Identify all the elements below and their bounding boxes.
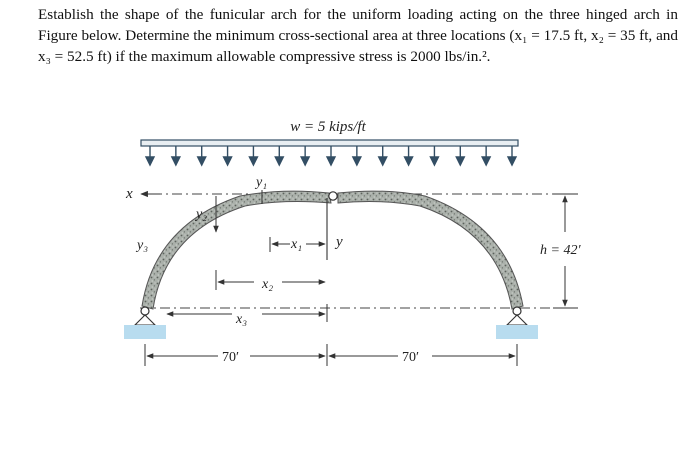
x3-dimension: [167, 304, 327, 327]
load-arrow-head: [456, 157, 464, 165]
span-right-label: 70′: [402, 350, 420, 365]
arch-left-segment: [142, 191, 331, 309]
load-arrow-head: [327, 157, 335, 165]
svg-text:h = 42′: h = 42′: [540, 243, 581, 258]
svg-text:x₃: x₃: [236, 312, 248, 327]
load-arrow-head: [508, 157, 516, 165]
load-arrow-head: [301, 157, 309, 165]
load-arrow-head: [146, 157, 154, 165]
right-support: [496, 307, 538, 339]
y-axis: [327, 198, 343, 260]
load-arrow-head: [430, 157, 438, 165]
height-dimension: [540, 194, 581, 308]
load-arrow-head: [405, 157, 413, 165]
svg-text:y: y: [336, 234, 343, 250]
load-arrow-head: [224, 157, 232, 165]
load-arrow-head: [198, 157, 206, 165]
svg-text:x: x: [126, 186, 133, 202]
x-axis: [125, 186, 160, 202]
span-dimensions: [145, 344, 517, 366]
svg-text:y₃: y₃: [137, 238, 149, 253]
span-left-label: 70′: [222, 350, 240, 365]
load-arrow-head: [275, 157, 283, 165]
load-arrow-head: [172, 157, 180, 165]
svg-text:x₁: x₁: [291, 237, 303, 252]
arch-right-segment: [338, 191, 523, 309]
distributed-load: [141, 140, 518, 165]
problem-statement: Establish the shape of the funicular arch for the uniform loading acting on the three hinged arch in Figure below. Determine the minimum cross-sectional area at three locations (x₁ = 17.5 ft, x₂ = 35 ft, and x₃ = 52.5 ft) if the maximum allowable compressive stress is 2000 lbs/in.².: [38, 6, 678, 65]
load-arrow-head: [482, 157, 490, 165]
crown-hinge: [329, 192, 337, 200]
load-label: w = 5 kips/ft: [290, 119, 366, 135]
load-arrow-head: [249, 157, 257, 165]
left-support: [124, 307, 166, 339]
load-arrow-head: [379, 157, 387, 165]
svg-text:x₂: x₂: [262, 277, 274, 292]
x1-dimension: [270, 237, 325, 252]
load-arrow-head: [353, 157, 361, 165]
svg-text:y₁: y₁: [256, 175, 268, 190]
x2-dimension: [216, 270, 325, 292]
y3-dimension: [135, 238, 148, 253]
svg-text:y₂: y₂: [196, 207, 208, 222]
